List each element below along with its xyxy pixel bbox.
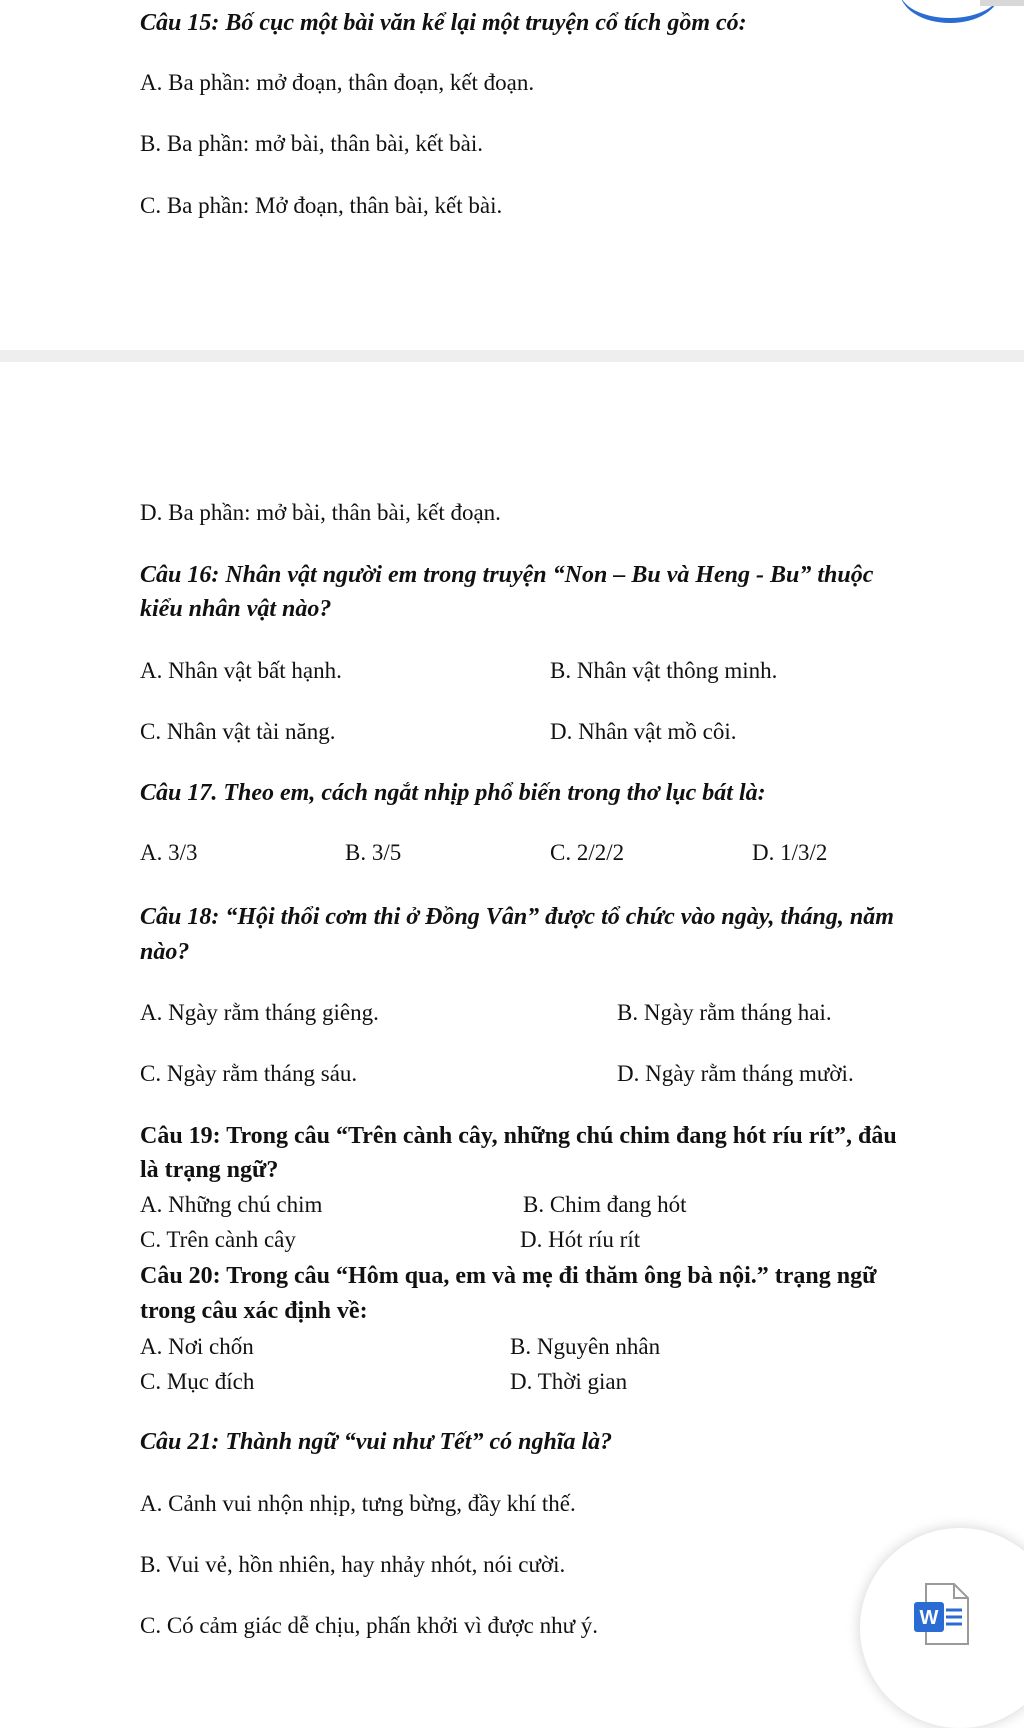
question-15-option-c: C. Ba phần: Mở đoạn, thân bài, kết bài. — [140, 193, 503, 218]
question-17-option-b: B. 3/5 — [345, 840, 402, 865]
word-document-icon[interactable] — [912, 1580, 972, 1648]
top-right-bar-decoration — [980, 0, 1024, 6]
question-19-option-b: B. Chim đang hót — [523, 1192, 687, 1217]
question-16-option-b: B. Nhân vật thông minh. — [550, 658, 778, 683]
question-17-option-a: A. 3/3 — [140, 840, 198, 865]
question-18-title-line2: nào? — [140, 939, 190, 965]
question-17-option-d: D. 1/3/2 — [752, 840, 828, 865]
question-20-option-b: B. Nguyên nhân — [510, 1334, 661, 1359]
question-18-option-b: B. Ngày rằm tháng hai. — [617, 1000, 832, 1025]
question-20-title-line2: trong câu xác định về: — [140, 1298, 368, 1324]
question-20-option-c: C. Mục đích — [140, 1369, 255, 1394]
question-21-option-a: A. Cảnh vui nhộn nhịp, tưng bừng, đầy khí thế. — [140, 1491, 576, 1516]
question-21-title: Câu 21: Thành ngữ “vui như Tết” có nghĩa là? — [140, 1429, 613, 1455]
question-18-option-c: C. Ngày rằm tháng sáu. — [140, 1061, 358, 1086]
question-16-option-a: A. Nhân vật bất hạnh. — [140, 658, 342, 683]
question-19-title-line1: Câu 19: Trong câu “Trên cành cây, những chú chim đang hót ríu rít”, đâu — [140, 1123, 897, 1149]
question-17-title: Câu 17. Theo em, cách ngắt nhịp phổ biến trong thơ lục bát là: — [140, 780, 766, 806]
question-19-option-a: A. Những chú chim — [140, 1192, 323, 1217]
question-21-option-b: B. Vui vẻ, hồn nhiên, hay nhảy nhót, nói cười. — [140, 1552, 566, 1577]
question-15-title: Câu 15: Bố cục một bài văn kể lại một truyện cổ tích gồm có: — [140, 10, 747, 36]
question-16-option-d: D. Nhân vật mồ côi. — [550, 719, 737, 744]
question-16-option-c: C. Nhân vật tài năng. — [140, 719, 336, 744]
page-break-divider — [0, 350, 1024, 362]
question-20-title-line1: Câu 20: Trong câu “Hôm qua, em và mẹ đi thăm ông bà nội.” trạng ngữ — [140, 1263, 877, 1289]
question-15-option-a: A. Ba phần: mở đoạn, thân đoạn, kết đoạn. — [140, 70, 535, 95]
question-19-option-d: D. Hót ríu rít — [520, 1227, 641, 1252]
question-15-option-b: B. Ba phần: mở bài, thân bài, kết bài. — [140, 131, 484, 156]
question-21-option-c: C. Có cảm giác dễ chịu, phấn khởi vì được như ý. — [140, 1613, 599, 1638]
question-20-option-d: D. Thời gian — [510, 1369, 628, 1394]
question-15-option-d: D. Ba phần: mở bài, thân bài, kết đoạn. — [140, 500, 501, 525]
question-18-title-line1: Câu 18: “Hội thổi cơm thi ở Đồng Vân” được tổ chức vào ngày, tháng, năm — [140, 904, 894, 930]
question-16-title-line2: kiểu nhân vật nào? — [140, 596, 332, 622]
question-17-option-c: C. 2/2/2 — [550, 840, 625, 865]
question-19-title-line2: là trạng ngữ? — [140, 1157, 279, 1183]
question-18-option-d: D. Ngày rằm tháng mười. — [617, 1061, 854, 1086]
word-icon-letter: W — [919, 1607, 939, 1629]
question-18-option-a: A. Ngày rằm tháng giêng. — [140, 1000, 379, 1025]
question-20-option-a: A. Nơi chốn — [140, 1334, 254, 1359]
question-19-option-c: C. Trên cành cây — [140, 1227, 296, 1252]
question-16-title-line1: Câu 16: Nhân vật người em trong truyện “Non – Bu và Heng - Bu” thuộc — [140, 562, 874, 588]
